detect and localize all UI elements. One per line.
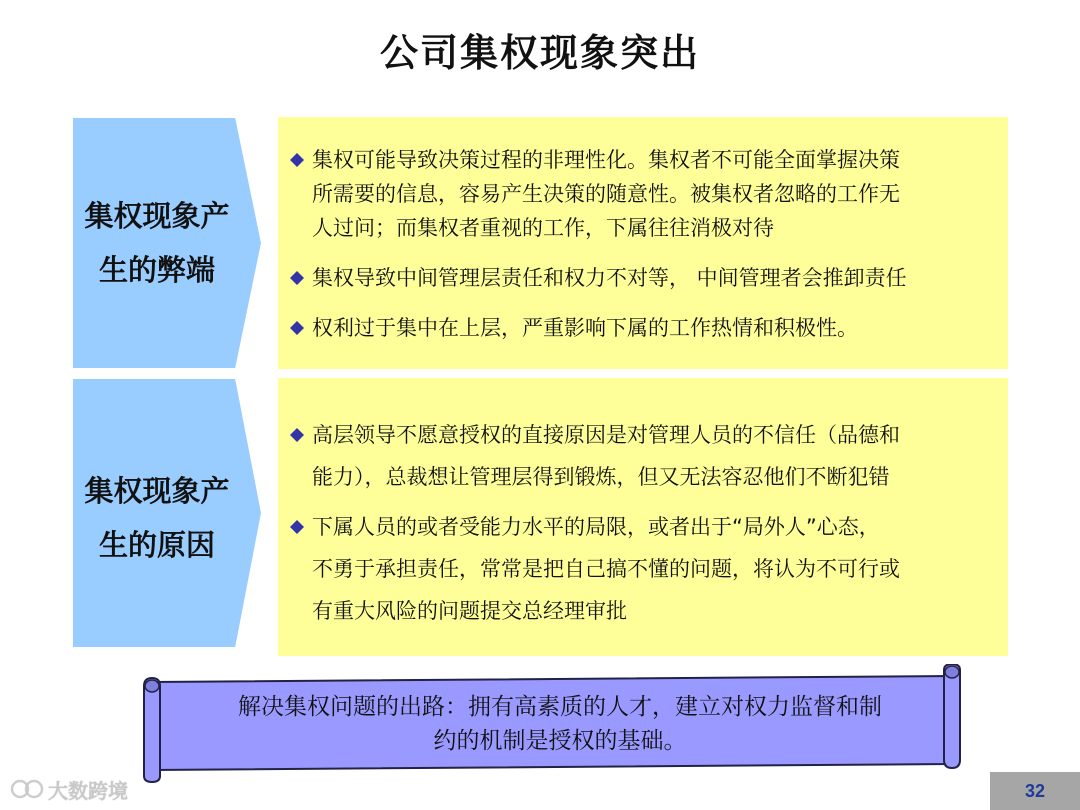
section-label-line: 集权现象产 xyxy=(84,474,230,508)
drawbacks-panel xyxy=(278,117,1008,369)
section-label-text xyxy=(72,189,242,297)
bullet-line: 人过问；而集权者重视的工作，下属往往消极对待 xyxy=(312,216,774,240)
watermark xyxy=(10,774,128,804)
page-number: 32 xyxy=(990,772,1080,810)
conclusion-scroll-banner xyxy=(140,664,970,788)
section-label-causes xyxy=(72,378,264,648)
section-label-line: 集权现象产 xyxy=(84,199,230,233)
bullet-line: 集权可能导致决策过程的非理性化。集权者不可能全面掌握决策 xyxy=(312,148,900,172)
bullet-item xyxy=(288,261,990,295)
bullet-line: 集权导致中间管理层责任和权力不对等， 中间管理者会推卸责任 xyxy=(312,266,907,290)
diamond-bullet-icon xyxy=(290,506,306,548)
conclusion-text xyxy=(170,690,950,758)
diamond-bullet-icon xyxy=(290,311,306,345)
bullet-item xyxy=(288,143,990,245)
causes-panel xyxy=(278,378,1008,656)
section-label-line: 生的原因 xyxy=(98,528,215,562)
conclusion-line: 约的机制是授权的基础。 xyxy=(433,728,687,754)
diamond-bullet-icon xyxy=(290,261,306,295)
bullet-line: 有重大风险的问题提交总经理审批 xyxy=(312,599,627,623)
bullet-line: 权利过于集中在上层，严重影响下属的工作热情和积极性。 xyxy=(312,316,858,340)
section-label-line: 生的弊端 xyxy=(98,253,215,287)
bullet-item xyxy=(288,311,990,345)
bullet-line: 所需要的信息，容易产生决策的随意性。被集权者忽略的工作无 xyxy=(312,182,900,206)
watermark-text: 大数跨境 xyxy=(48,778,128,803)
diamond-bullet-icon xyxy=(290,143,306,177)
diamond-bullet-icon xyxy=(290,414,306,456)
bullet-line: 下属人员的或者受能力水平的局限，或者出于“局外人”心态， xyxy=(312,515,880,539)
watermark-logo-icon xyxy=(10,777,44,801)
bullet-line: 高层领导不愿意授权的直接原因是对管理人员的不信任（品德和 xyxy=(312,423,900,447)
conclusion-line: 解决集权问题的出路：拥有高素质的人才，建立对权力监督和制 xyxy=(238,694,882,720)
section-label-text xyxy=(72,464,242,572)
slide-title: 公司集权现象突出 xyxy=(379,31,700,75)
section-label-drawbacks xyxy=(72,117,264,369)
bullet-line: 不勇于承担责任，常常是把自己搞不懂的问题，将认为不可行或 xyxy=(312,557,900,581)
bullet-item xyxy=(288,506,990,632)
bullet-item xyxy=(288,414,990,498)
bullet-line: 能力），总裁想让管理层得到锻炼，但又无法容忍他们不断犯错 xyxy=(312,465,890,489)
